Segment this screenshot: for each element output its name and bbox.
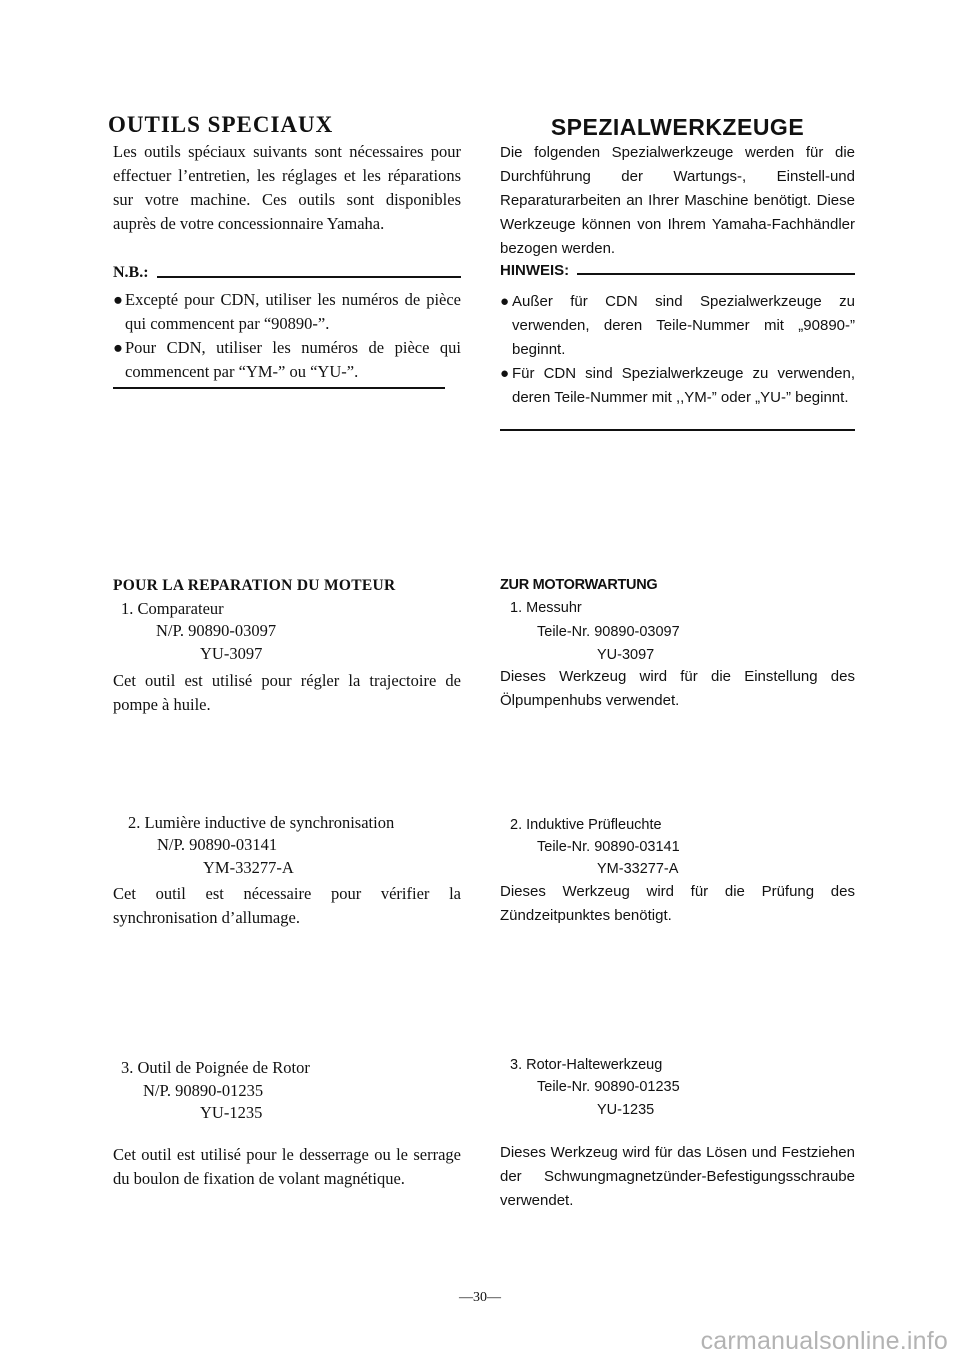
watermark-text: carmanualsonline.info <box>700 1327 948 1355</box>
german-note-list <box>500 290 855 410</box>
tool-description: Dieses Werkzeug wird für die Prüfung des Zündzeitpunktes benötigt. <box>500 883 855 924</box>
german-note-end-rule <box>500 429 855 431</box>
tool-part-number: Teile-Nr. 90890-03097 <box>537 624 680 640</box>
tool-alt-part-number: YU-1235 <box>597 1102 655 1118</box>
tool-alt-part-number: YU-3097 <box>597 647 655 663</box>
tool-description: Dieses Werkzeug wird für das Lösen und Festziehen der Schwungmagnetzünder-Befestigungsschraube verwendet. <box>500 1144 855 1209</box>
tool-description: Cet outil est utilisé pour régler la trajectoire de pompe à huile. <box>113 671 461 714</box>
french-note-label: N.B.: <box>113 264 149 281</box>
note-item: ● Für CDN sind Spezialwerkzeuge zu verwenden, deren Teile-Nummer mit ,,YM-” oder „YU-” beginnt. <box>500 362 855 410</box>
german-note-header <box>500 262 855 279</box>
german-title: SPEZIALWERKZEUGE <box>550 114 805 140</box>
german-section-title: ZUR MOTORWARTUNG <box>500 577 658 593</box>
bullet-icon: ● <box>113 338 123 357</box>
french-intro: Les outils spéciaux suivants sont nécessaires pour effectuer l’entretien, les réglages et les réparations sur votre machine. Ces outils sont disponibles auprès de votre concessionnaire Yamaha. <box>113 142 461 233</box>
note-rule <box>157 276 461 278</box>
note-item: ● Excepté pour CDN, utiliser les numéros de pièce qui commencent par “90890-”. <box>113 288 461 336</box>
bullet-icon: ● <box>500 293 510 310</box>
tool-name: 1. Comparateur <box>121 599 224 618</box>
tool-alt-part-number: YM-33277-A <box>597 861 679 877</box>
tool-description: Dieses Werkzeug wird für die Einstellung des Ölpumpenhubs verwendet. <box>500 668 855 709</box>
tool-part-number: N/P. 90890-03141 <box>157 835 278 854</box>
tool-part-number: Teile-Nr. 90890-03141 <box>537 839 680 855</box>
tool-alt-part-number: YM-33277-A <box>203 858 294 877</box>
french-note-list <box>113 288 461 384</box>
tool-name: 3. Rotor-Haltewerkzeug <box>510 1057 663 1073</box>
french-note-end-rule <box>113 387 445 389</box>
tool-part-number: N/P. 90890-01235 <box>143 1081 264 1100</box>
note-item: ● Außer für CDN sind Spezialwerkzeuge zu verwenden, deren Teile-Nummer mit „90890-” beginnt. <box>500 290 855 362</box>
german-note-label: HINWEIS: <box>500 262 570 279</box>
tool-name: 3. Outil de Poignée de Rotor <box>121 1058 310 1077</box>
tool-name: 2. Induktive Prüfleuchte <box>510 817 662 833</box>
tool-part-number: Teile-Nr. 90890-01235 <box>537 1079 680 1095</box>
page-number: —30— <box>459 1290 501 1305</box>
tool-description: Cet outil est utilisé pour le desserrage ou le serrage du boulon de fixation de volant magnétique. <box>113 1145 461 1188</box>
note-item: ● Pour CDN, utiliser les numéros de pièce qui commencent par “YM-” ou “YU-”. <box>113 336 461 384</box>
tool-name: 1. Messuhr <box>510 600 582 616</box>
german-intro: Die folgenden Spezialwerkzeuge werden für die Durchführung der Wartungs-, Einstell-und Reparaturarbeiten an Ihrer Maschine benötigt. Diese Werkzeuge können von Ihrem Yamaha-Fachhändler bezogen werden. <box>500 144 855 257</box>
tool-part-number: N/P. 90890-03097 <box>156 621 277 640</box>
note-rule <box>577 273 855 275</box>
tool-name: 2. Lumière inductive de synchronisation <box>128 813 395 832</box>
bullet-icon: ● <box>500 365 510 382</box>
tool-alt-part-number: YU-1235 <box>200 1103 263 1122</box>
french-note-header <box>113 264 461 282</box>
french-section-title: POUR LA REPARATION DU MOTEUR <box>113 577 396 594</box>
french-title: OUTILS SPECIAUX <box>108 112 334 137</box>
bullet-icon: ● <box>113 290 123 309</box>
tool-description: Cet outil est nécessaire pour vérifier la synchronisation d’allumage. <box>113 884 461 927</box>
tool-alt-part-number: YU-3097 <box>200 644 263 663</box>
